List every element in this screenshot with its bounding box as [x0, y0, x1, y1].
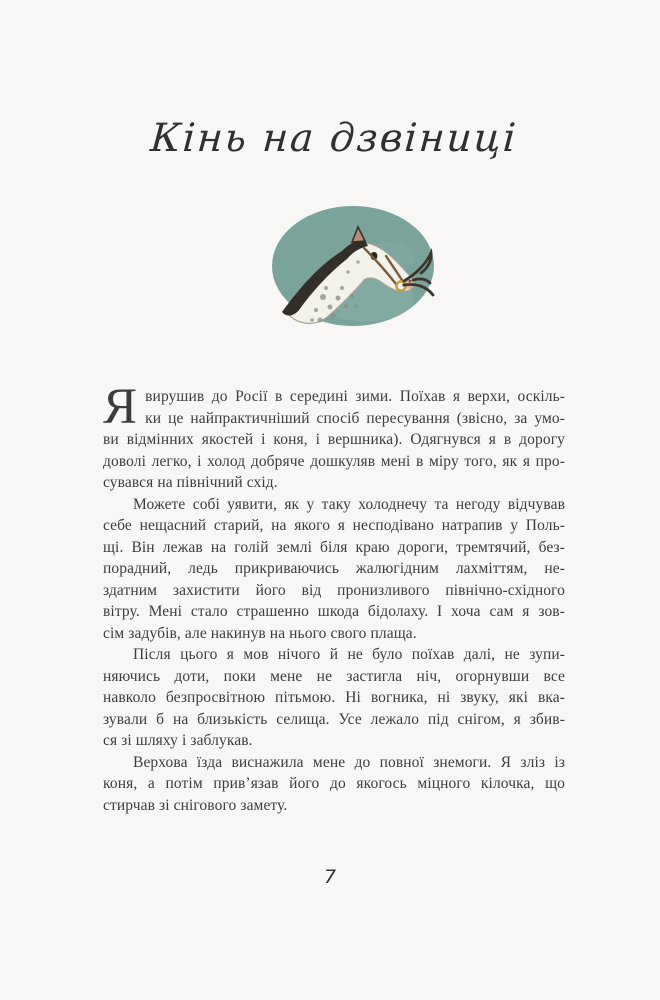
text-line: вітру. Мені стало страшенно шкода бідолаху. І хоча сам я зов- — [103, 603, 565, 620]
text-line: сувався на північний схід. — [103, 474, 278, 491]
text-line: щі. Він лежав на голій землі біля краю дороги, тремтячий, без- — [103, 538, 565, 556]
body-text — [103, 379, 565, 816]
text-line: сім задубів, але накинув на нього свого плаща. — [103, 624, 417, 642]
text-line: здатним захистити його від пронизливого північно-східного — [103, 581, 565, 599]
chapter-title: Кінь на дзвіниці — [148, 116, 520, 161]
text-line: няючись доти, поки мене не застигла ніч, огорнувши все — [103, 667, 565, 685]
page-number: 7 — [323, 866, 337, 888]
horse-vignette-illustration — [268, 202, 438, 332]
text-line: ся зі шляху і заблукав. — [103, 732, 253, 749]
text-line: доволі легко, і холод добряче дошкуляв мені в міру того, як я про- — [103, 452, 565, 470]
paragraph — [103, 494, 565, 645]
text-line: порадний, ледь прикриваючись жалюгідним лахміттям, не- — [103, 560, 565, 577]
drop-cap: Я — [103, 379, 138, 435]
text-line: Можете собі уявити, як у таку холоднечу та негоду відчував — [133, 495, 565, 513]
text-line: Верхова їзда виснажила мене до повної знемоги. Я зліз із — [133, 753, 565, 771]
text-line: ви відмінних якостей і коня, і вершника). Одягнувся я в дорогу — [103, 431, 565, 448]
horse-nostril — [409, 280, 412, 283]
paragraph — [103, 752, 565, 817]
paragraph — [103, 379, 565, 494]
text-line: ки це найпрактичніший спосіб пересування (звісно, за умо- — [145, 409, 565, 427]
text-line: навколо безпросвітною пітьмою. Ні вогника, ні звуку, які вка- — [103, 689, 565, 706]
text-line: зували б на близькість селища. Усе лежало під снігом, я збив- — [103, 710, 565, 728]
text-line: стирчав зі снігового замету. — [103, 796, 288, 814]
text-line: коня, а потім прив’язав його до якогось міцного кілочка, що — [103, 775, 565, 792]
text-line: вирушив до Росії в середині зими. Поїхав я верхи, оскіль- — [145, 388, 565, 405]
text-line: себе нещасний старий, на якого я несподівано натрапив у Поль- — [103, 517, 565, 534]
text-line: Після цього я мов нічого й не було поїхав далі, не зупи- — [133, 646, 565, 663]
paragraph — [103, 644, 565, 752]
